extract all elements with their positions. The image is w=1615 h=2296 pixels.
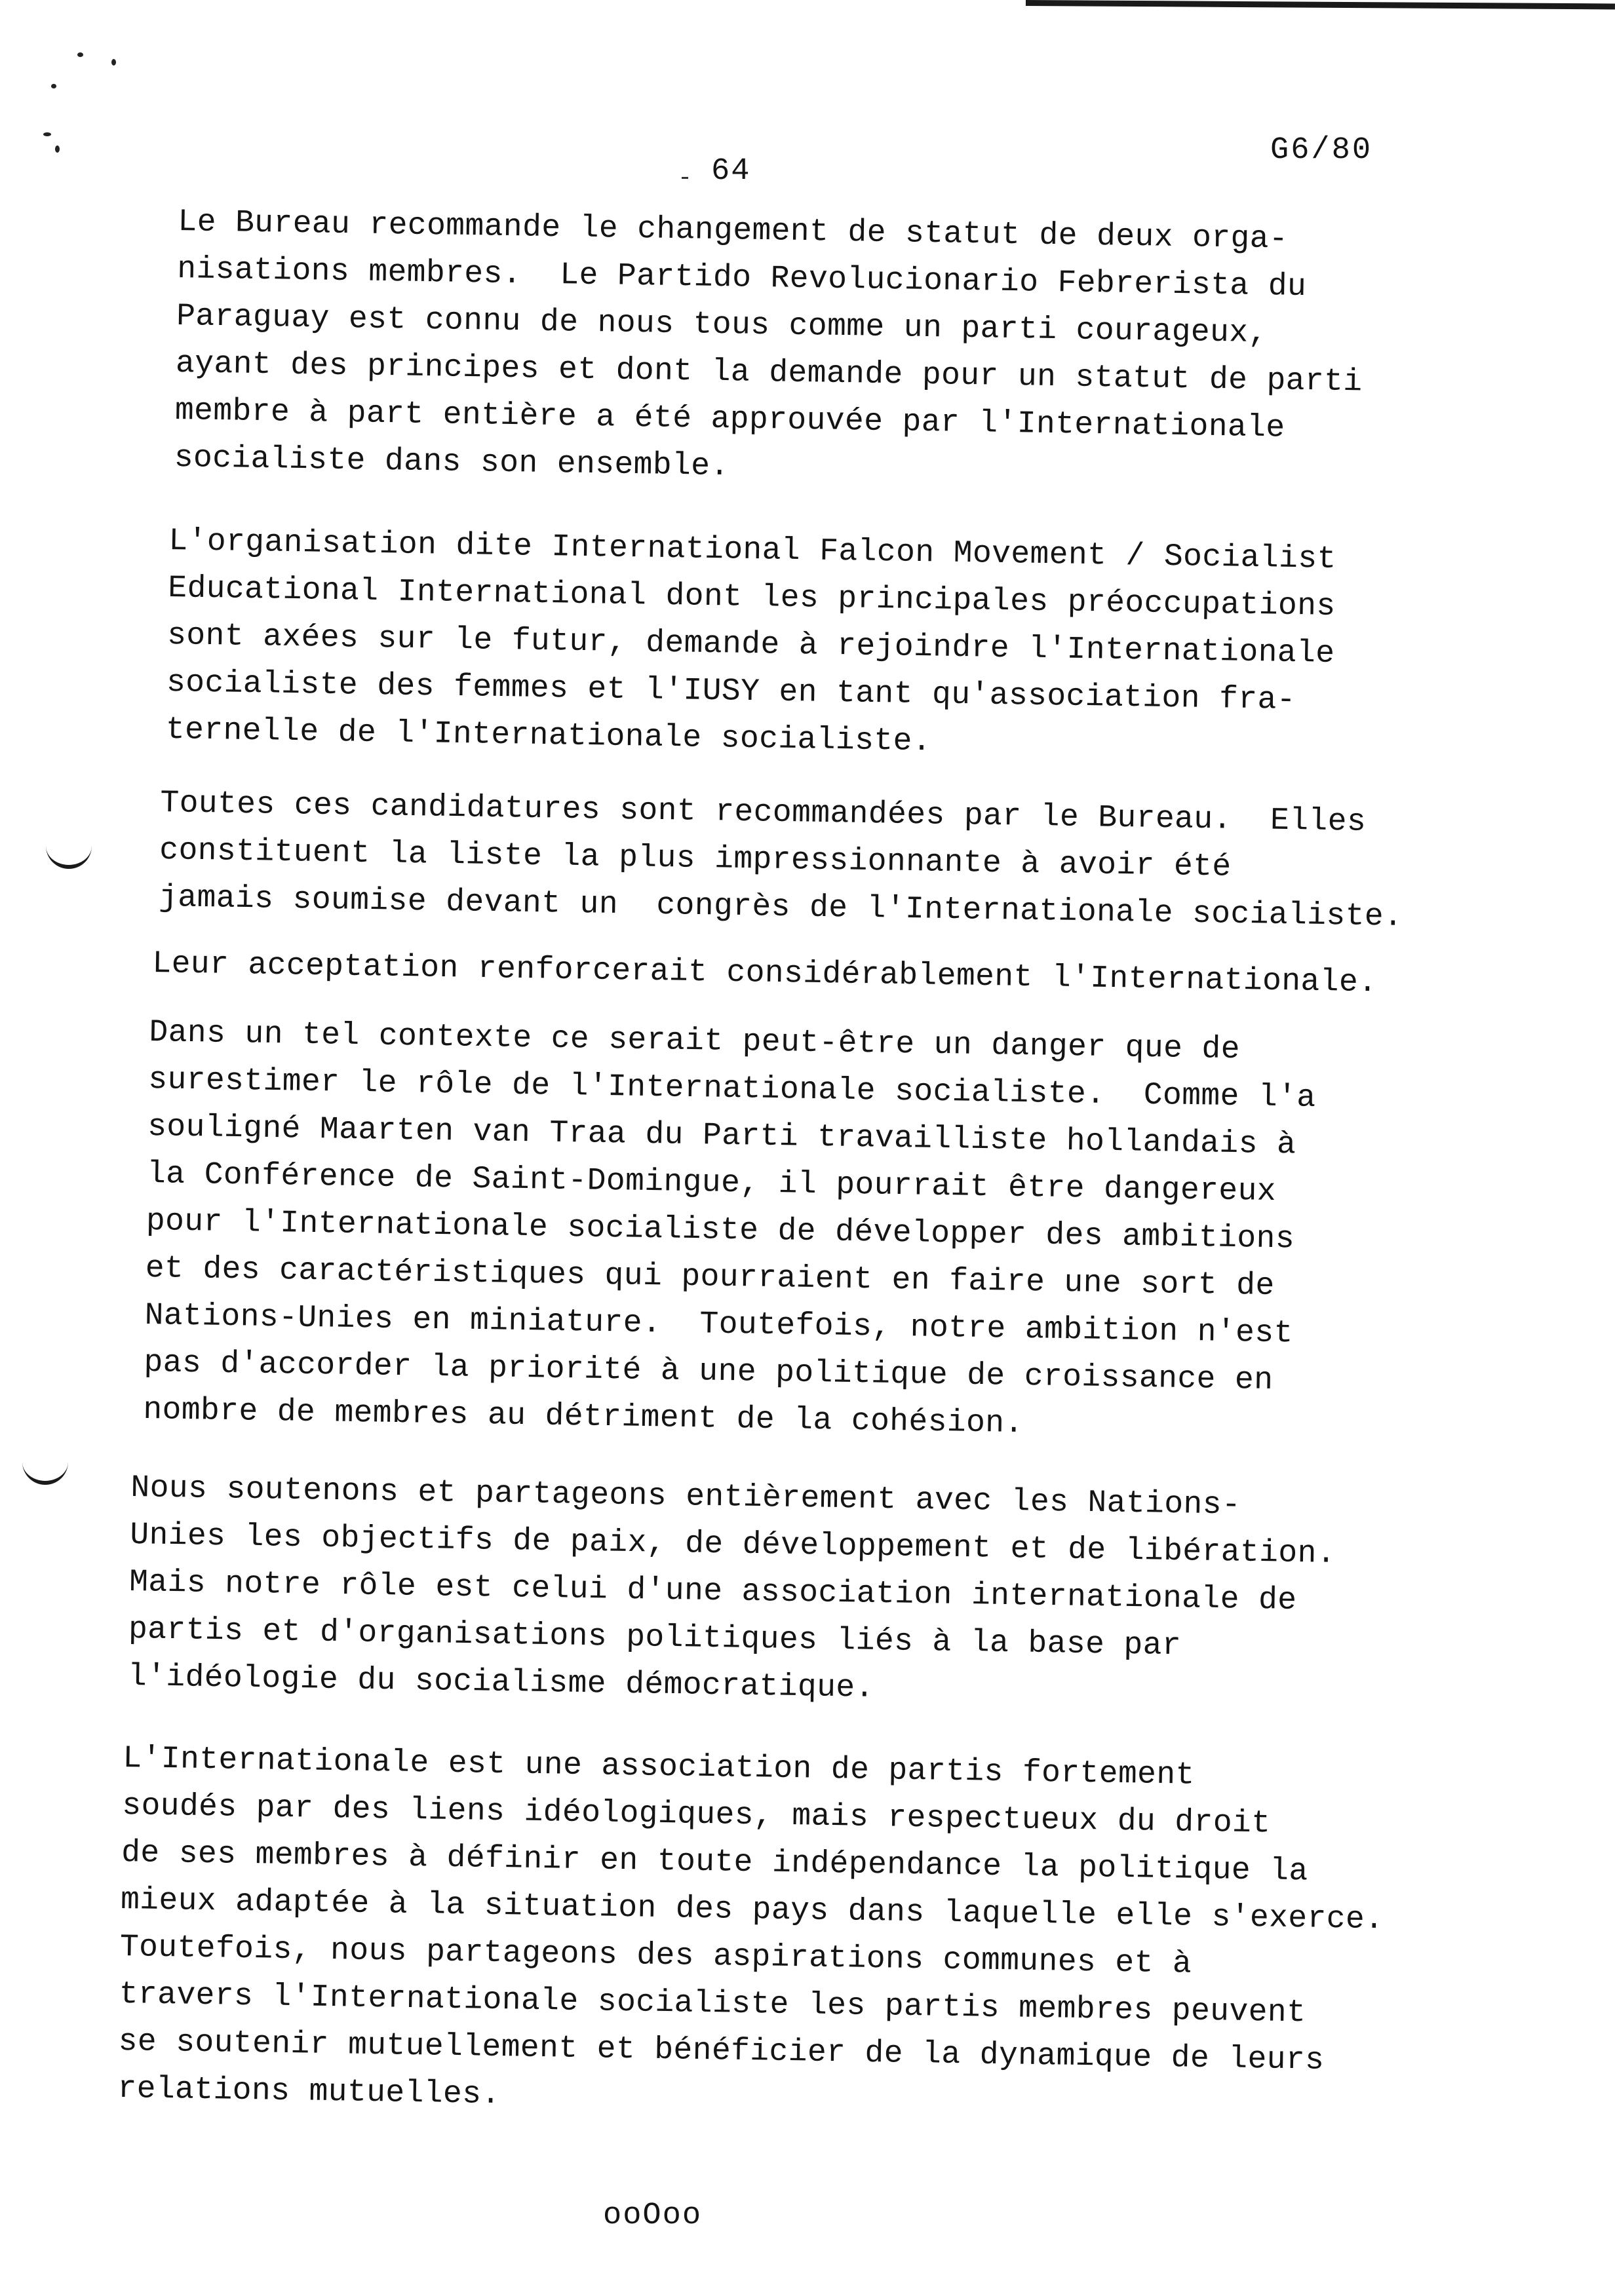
text-line: de ses membres à définir en toute indépendance la politique la <box>121 1835 1309 1890</box>
scan-speck <box>111 59 116 66</box>
margin-pencil-mark <box>46 845 92 869</box>
text-line: la Conférence de Saint-Domingue, il pourrait être dangereux <box>146 1156 1277 1210</box>
text-line: et des caractéristiques qui pourraient en faire une sort de <box>145 1250 1275 1305</box>
text-line: pas d'accorder la priorité à une politique de croissance en <box>144 1345 1274 1398</box>
text-line: l'idéologie du socialisme démocratique. <box>127 1658 875 1706</box>
text-line: Unies les objectifs de paix, de développement et de libération. <box>129 1517 1336 1572</box>
paragraph-united-nations <box>127 1464 1336 1719</box>
text-line: ayant des principes et dont la demande pour un statut de parti <box>175 345 1363 400</box>
text-line: Paraguay est connu de nous tous comme un parti courageux, <box>176 298 1268 352</box>
text-line: Le Bureau recommande le changement de statut de deux orga- <box>178 204 1289 258</box>
text-line: souligné Maarten van Traa du Parti travailliste hollandais à <box>147 1109 1296 1163</box>
text-line: L'organisation dite International Falcon Movement / Socialist <box>168 523 1337 577</box>
text-line: jamais soumise devant un congrès de l'Internationale socialiste. <box>158 879 1403 935</box>
text-line: membre à part entière a été approuvée par l'Internationale <box>174 392 1286 446</box>
scan-speck <box>55 145 60 153</box>
text-line: Educational International dont les principales préoccupations <box>167 570 1336 624</box>
paragraph-internationale-association <box>117 1735 1386 2132</box>
text-line: travers l'Internationale socialiste les partis membres peuvent <box>119 1976 1306 2031</box>
text-line: soudés par des liens idéologiques, mais respectueux du droit <box>121 1788 1271 1842</box>
text-line: relations mutuelles. <box>117 2071 501 2113</box>
text-line: Mais notre rôle est celui d'une association internationale de <box>128 1564 1297 1618</box>
text-line: partis et d'organisations politiques liés à la base par <box>128 1611 1182 1664</box>
paragraph-acceptance <box>152 940 1378 1006</box>
paragraph-candidatures <box>159 780 1405 941</box>
text-line: socialiste des femmes et l'IUSY en tant qu'association fra- <box>166 664 1296 719</box>
scan-speck <box>77 52 83 57</box>
paragraph-falcon-movement <box>165 518 1336 772</box>
text-line: ternelle de l'Internationale socialiste. <box>165 712 932 760</box>
text-line: Nous soutenons et partageons entièrement avec les Nations- <box>130 1470 1241 1523</box>
paragraph-status-change <box>174 199 1365 500</box>
text-line: nombre de membres au détriment de la cohésion. <box>142 1392 1024 1442</box>
text-line: nisations membres. Le Partido Revolucionario Febrerista du <box>176 251 1307 305</box>
text-line: Leur acceptation renforcerait considérablement l'Internationale. <box>152 946 1378 1001</box>
page-number: 64 <box>711 154 751 189</box>
text-line: Toutes ces candidatures sont recommandées par le Bureau. Elles <box>160 785 1367 840</box>
text-line: se soutenir mutuellement et bénéficier de la dynamique de leurs <box>118 2023 1325 2078</box>
text-line: Dans un tel contexte ce serait peut-être un danger que de <box>149 1014 1241 1068</box>
text-line: sont axées sur le futur, demande à rejoindre l'Internationale <box>166 617 1335 672</box>
margin-pencil-mark <box>22 1461 68 1485</box>
text-line: Toutefois, nous partageons des aspirations communes et à <box>119 1929 1192 1982</box>
document-reference: G6/80 <box>1270 133 1373 168</box>
text-line: constituent la liste la plus impressionnante à avoir été <box>159 832 1232 885</box>
text-line: mieux adaptée à la situation des pays dans laquelle elle s'exerce. <box>120 1882 1384 1938</box>
paragraph-context <box>143 1009 1317 1452</box>
text-line: pour l'Internationale socialiste de développer des ambitions <box>146 1203 1295 1257</box>
text-line: Nations-Unies en miniature. Toutefois, notre ambition n'est <box>144 1297 1294 1352</box>
end-of-section-mark: ooOoo <box>603 2198 703 2233</box>
text-line: L'Internationale est une association de partis fortement <box>123 1740 1196 1793</box>
text-line: socialiste dans son ensemble. <box>174 440 730 485</box>
scan-speck <box>51 84 56 88</box>
text-line: surestimer le rôle de l'Internationale socialiste. Comme l'a <box>147 1062 1317 1116</box>
top-edge-rule <box>1026 0 1615 9</box>
page-number-dash <box>682 177 688 179</box>
scan-speck <box>43 132 51 136</box>
